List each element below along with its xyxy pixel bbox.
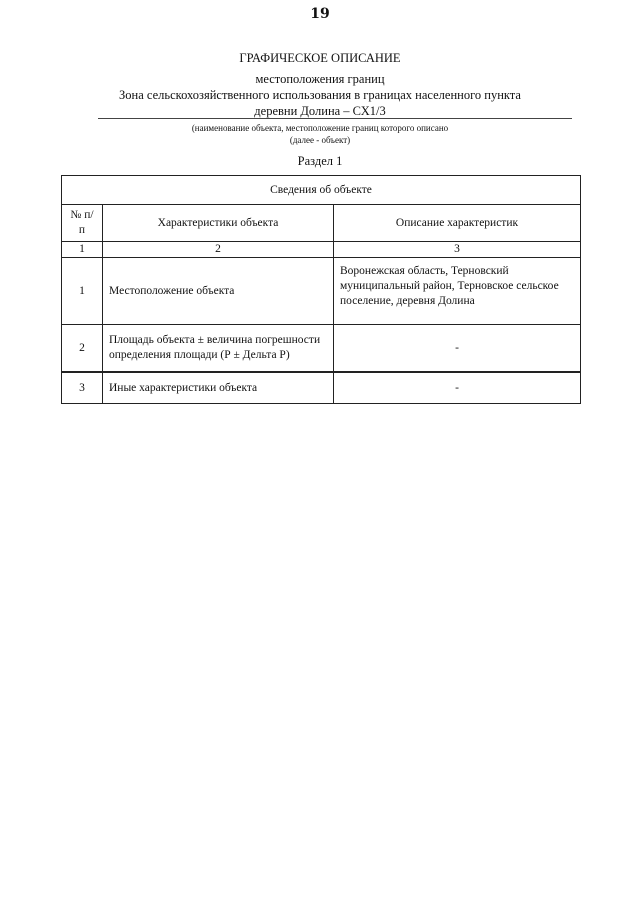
row-description: - [334, 372, 581, 404]
row-description: - [334, 325, 581, 373]
column-header-description: Описание характеристик [334, 205, 581, 242]
row-characteristic: Площадь объекта ± величина погрешности определения площади (Р ± Дельта Р) [103, 325, 334, 373]
table-header-row [62, 176, 581, 205]
column-number-2: 2 [103, 242, 334, 258]
row-number: 2 [62, 325, 103, 373]
row-description: Воронежская область, Терновский муниципальный район, Терновское сельское поселение, деревня Долина [334, 258, 581, 325]
table-row [62, 325, 581, 373]
heading-line-2: Зона сельскохозяйственного использования в границах населенного пункта [119, 88, 521, 102]
heading-line-1: местоположения границ [255, 72, 385, 86]
document-title: ГРАФИЧЕСКОЕ ОПИСАНИЕ [239, 51, 401, 65]
heading-underline [98, 118, 572, 119]
object-name-note [0, 122, 640, 146]
column-header-number: № п/п [62, 205, 103, 242]
subnote-line-1: (наименование объекта, местоположение границ которого описано [191, 123, 449, 133]
table-header: Сведения об объекте [62, 176, 581, 205]
table-row [62, 372, 581, 404]
object-info-table [61, 175, 581, 404]
row-characteristic: Местоположение объекта [103, 258, 334, 325]
column-header-row [62, 205, 581, 242]
column-number-1: 1 [62, 242, 103, 258]
column-header-characteristic: Характеристики объекта [103, 205, 334, 242]
column-number-3: 3 [334, 242, 581, 258]
table-row [62, 258, 581, 325]
page-number: 19 [310, 6, 330, 22]
column-number-row [62, 242, 581, 258]
row-characteristic: Иные характеристики объекта [103, 372, 334, 404]
subnote-line-2: (далее - объект) [289, 135, 351, 145]
row-number: 1 [62, 258, 103, 325]
row-number: 3 [62, 372, 103, 404]
section-label: Раздел 1 [297, 154, 343, 168]
heading-line-3: деревни Долина – СХ1/3 [254, 104, 386, 118]
document-heading [0, 50, 640, 119]
